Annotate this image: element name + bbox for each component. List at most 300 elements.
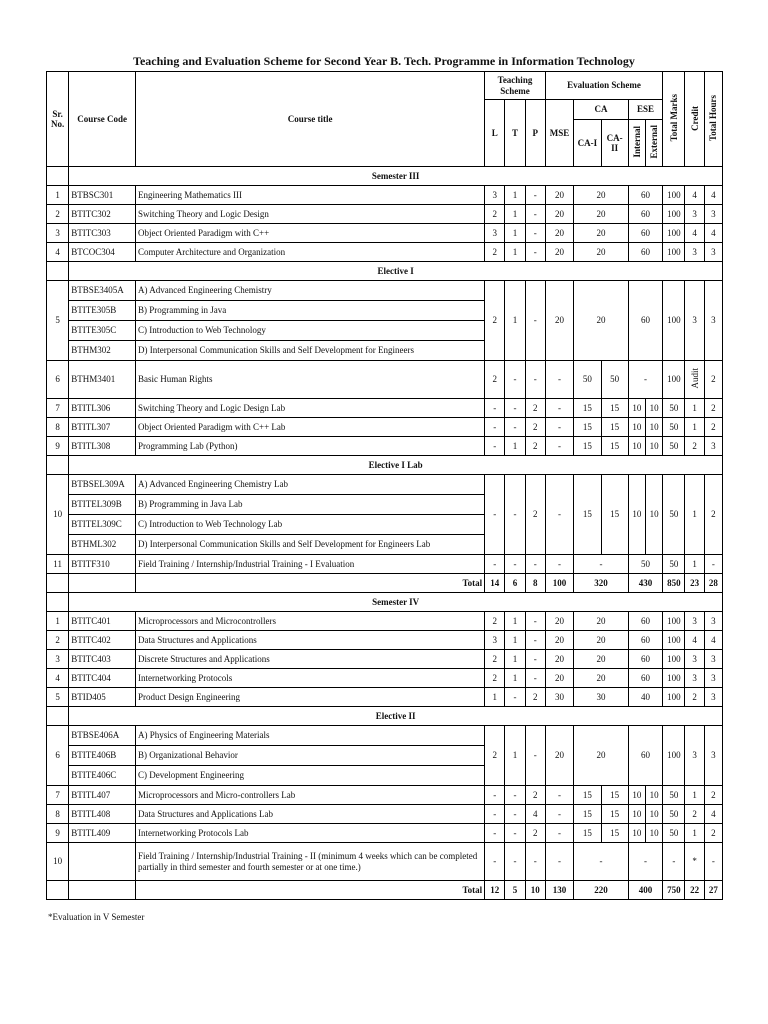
course-row [47,361,723,399]
total-hours-cell: 2 [704,475,722,555]
l-cell: 2 [485,726,505,786]
total-hours-cell: 2 [704,361,722,399]
credit-cell: 22 [685,881,704,900]
ca1-cell: 15 [574,399,601,418]
mse-cell: - [545,475,573,555]
sr-cell: 10 [47,475,69,555]
ca2-header: CA-II [601,120,628,167]
course-title-cell: D) Interpersonal Communication Skills and Self Development for Engineers [136,341,485,361]
ca-cell: - [574,843,629,881]
credit-cell: 2 [685,688,704,707]
ca-cell: 20 [574,612,629,631]
total-marks-cell: 50 [663,475,685,555]
course-title-cell: Object Oriented Paradigm with C++ [136,224,485,243]
l-cell: 3 [485,186,505,205]
course-title-cell: Internetworking Protocols Lab [136,824,485,843]
credit-cell: 23 [685,574,704,593]
total-marks-cell: 100 [663,650,685,669]
l-cell: 2 [485,361,505,399]
mse-cell: 20 [545,726,573,786]
ca1-cell: 15 [574,786,601,805]
t-cell: 1 [505,243,525,262]
semester-label: Semester IV [69,593,723,612]
total-hours-cell: 3 [704,650,722,669]
course-row [47,555,723,574]
t-cell: 6 [505,574,525,593]
sr-cell: 4 [47,669,69,688]
blank-cell [47,574,69,593]
l-cell: 2 [485,281,505,361]
course-code-cell: BTHML302 [69,535,136,555]
course-code-cell: BTBSC301 [69,186,136,205]
ca1-cell: 15 [574,824,601,843]
blank-cell [69,881,136,900]
l-cell: - [485,555,505,574]
total-marks-cell: 850 [663,574,685,593]
course-code-cell: BTITL307 [69,418,136,437]
t-cell: - [505,418,525,437]
ca-cell: 220 [574,881,629,900]
total-hours-cell: 27 [704,881,722,900]
p-cell: - [525,650,545,669]
course-title-cell: Microprocessors and Micro-controllers Lab [136,786,485,805]
credit-cell: 3 [685,726,704,786]
course-row [47,650,723,669]
ca2-cell: 15 [601,824,628,843]
course-title-cell: A) Physics of Engineering Materials [136,726,485,746]
course-code-cell: BTITL409 [69,824,136,843]
credit-cell: 3 [685,612,704,631]
course-title-cell: Switching Theory and Logic Design [136,205,485,224]
blank-cell [47,456,69,475]
credit-cell: 1 [685,555,704,574]
total-marks-cell: 50 [663,418,685,437]
mse-cell: - [545,786,573,805]
total-row [47,574,723,593]
p-cell: - [525,631,545,650]
mse-cell: - [545,824,573,843]
ca-cell: 320 [574,574,629,593]
l-cell: 2 [485,669,505,688]
total-marks-cell: 100 [663,224,685,243]
elective-label: Elective I Lab [69,456,723,475]
t-cell: 1 [505,205,525,224]
ese-cell: 60 [628,631,662,650]
p-cell: - [525,843,545,881]
external-cell: 10 [646,437,663,456]
mse-cell: - [545,843,573,881]
course-code-cell: BTBSEL309A [69,475,136,495]
total-hours-cell: - [704,555,722,574]
t-cell: 1 [505,281,525,361]
l-cell: - [485,805,505,824]
course-code-cell: BTITE406C [69,766,136,786]
credit-cell: 1 [685,399,704,418]
sr-cell: 3 [47,650,69,669]
elective-header-row [47,262,723,281]
total-row [47,881,723,900]
external-cell: 10 [646,805,663,824]
ese-header: ESE [628,100,662,120]
l-cell: 14 [485,574,505,593]
t-cell: - [505,843,525,881]
mse-cell: 20 [545,612,573,631]
course-code-cell: BTCOC304 [69,243,136,262]
t-cell: 1 [505,650,525,669]
total-hours-cell: 3 [704,281,722,361]
ca2-cell: 15 [601,786,628,805]
l-cell: - [485,437,505,456]
t-cell: - [505,824,525,843]
l-header: L [485,100,505,167]
t-cell: - [505,399,525,418]
ese-cell: 60 [628,612,662,631]
t-cell: - [505,361,525,399]
total-marks-cell: 100 [663,612,685,631]
t-cell: 1 [505,631,525,650]
mse-cell: 30 [545,688,573,707]
course-title-cell: Object Oriented Paradigm with C++ Lab [136,418,485,437]
credit-cell: 3 [685,669,704,688]
mse-cell: 20 [545,205,573,224]
course-title-cell: B) Programming in Java [136,301,485,321]
course-code-cell: BTITL306 [69,399,136,418]
total-label: Total [136,881,485,900]
course-row [47,437,723,456]
p-cell: 2 [525,786,545,805]
course-title-cell: Switching Theory and Logic Design Lab [136,399,485,418]
course-code-cell: BTHM3401 [69,361,136,399]
mse-cell: 130 [545,881,573,900]
l-cell: 2 [485,243,505,262]
ca-cell: 20 [574,186,629,205]
total-marks-cell: 100 [663,726,685,786]
ese-cell: 60 [628,650,662,669]
t-cell: - [505,688,525,707]
ca-cell: 20 [574,205,629,224]
total-marks-cell: 100 [663,361,685,399]
semester-header-row [47,593,723,612]
ca-cell: 20 [574,726,629,786]
total-hours-cell: 3 [704,669,722,688]
ca-cell: 30 [574,688,629,707]
course-title-cell: A) Advanced Engineering Chemistry Lab [136,475,485,495]
p-cell: - [525,205,545,224]
total-marks-cell: 100 [663,243,685,262]
mse-header: MSE [545,100,573,167]
course-row [47,224,723,243]
l-cell: - [485,786,505,805]
l-cell: 12 [485,881,505,900]
elective-option-row [47,475,723,495]
course-title-cell: Internetworking Protocols [136,669,485,688]
total-hours-cell: 4 [704,224,722,243]
course-code-cell: BTID405 [69,688,136,707]
t-cell: - [505,786,525,805]
sr-cell: 2 [47,631,69,650]
total-hours-cell: 3 [704,688,722,707]
l-cell: - [485,399,505,418]
sr-cell: 5 [47,281,69,361]
credit-cell: 4 [685,224,704,243]
sr-cell: 9 [47,824,69,843]
p-cell: - [525,224,545,243]
sr-cell: 9 [47,437,69,456]
internal-cell: 10 [628,437,645,456]
course-title-cell: Data Structures and Applications [136,631,485,650]
p-cell: 2 [525,437,545,456]
sr-cell: 10 [47,843,69,881]
blank-cell [47,167,69,186]
l-cell: - [485,475,505,555]
external-cell: 10 [646,786,663,805]
internal-header: Internal [628,120,645,167]
credit-cell: 1 [685,786,704,805]
course-row [47,243,723,262]
course-row [47,669,723,688]
ese-cell: 430 [628,574,662,593]
course-code-cell: BTITC402 [69,631,136,650]
sr-cell: 3 [47,224,69,243]
total-marks-cell: 100 [663,688,685,707]
l-cell: 2 [485,205,505,224]
mse-cell: 20 [545,243,573,262]
course-row [47,205,723,224]
ca-cell: 20 [574,224,629,243]
total-hours-cell: 3 [704,612,722,631]
ca1-header: CA-I [574,120,601,167]
ca2-cell: 15 [601,418,628,437]
p-cell: - [525,361,545,399]
p-cell: - [525,726,545,786]
credit-cell: 3 [685,650,704,669]
total-marks-header: Total Marks [663,72,685,167]
ese-cell: 400 [628,881,662,900]
ese-cell: 60 [628,186,662,205]
blank-cell [69,574,136,593]
course-code-cell: BTITC404 [69,669,136,688]
total-marks-cell: - [663,843,685,881]
mse-cell: - [545,361,573,399]
total-hours-cell: 2 [704,786,722,805]
ca2-cell: 15 [601,437,628,456]
course-code-cell: BTITE406B [69,746,136,766]
ca-header: CA [574,100,629,120]
external-cell: 10 [646,418,663,437]
course-row [47,824,723,843]
total-hours-cell: 2 [704,418,722,437]
sr-cell: 7 [47,399,69,418]
mse-cell: 20 [545,631,573,650]
course-code-cell: BTITL407 [69,786,136,805]
internal-cell: 10 [628,786,645,805]
total-hours-cell: 3 [704,437,722,456]
mse-cell: - [545,418,573,437]
ese-cell: 60 [628,281,662,361]
ca-cell: - [574,555,629,574]
course-title-cell: Data Structures and Applications Lab [136,805,485,824]
total-hours-cell: 2 [704,399,722,418]
ese-cell: 60 [628,726,662,786]
p-cell: 8 [525,574,545,593]
total-marks-cell: 100 [663,281,685,361]
t-cell: 5 [505,881,525,900]
course-title-cell: Field Training / Internship/Industrial Training - I Evaluation [136,555,485,574]
credit-cell: 2 [685,437,704,456]
course-code-cell: BTBSE406A [69,726,136,746]
sr-header: Sr. No. [47,72,69,167]
ese-cell: - [628,361,662,399]
blank-cell [47,593,69,612]
course-code-cell: BTITC302 [69,205,136,224]
total-hours-cell: 4 [704,631,722,650]
l-cell: - [485,824,505,843]
evaluation-scheme-header: Evaluation Scheme [545,72,662,100]
ca1-cell: 15 [574,437,601,456]
t-cell: 1 [505,224,525,243]
course-row [47,786,723,805]
p-cell: 10 [525,881,545,900]
l-cell: 3 [485,631,505,650]
mse-cell: - [545,437,573,456]
mse-cell: 20 [545,650,573,669]
semester-header-row [47,167,723,186]
p-cell: 2 [525,418,545,437]
internal-cell: 10 [628,824,645,843]
elective-label: Elective I [69,262,723,281]
blank-cell [47,707,69,726]
total-marks-cell: 100 [663,205,685,224]
sr-cell: 1 [47,186,69,205]
credit-cell: 4 [685,186,704,205]
t-cell: 1 [505,612,525,631]
sr-cell: 7 [47,786,69,805]
course-title-cell: Programming Lab (Python) [136,437,485,456]
mse-cell: 20 [545,224,573,243]
ca-cell: 20 [574,669,629,688]
course-title-cell: Basic Human Rights [136,361,485,399]
total-hours-cell: 4 [704,805,722,824]
p-cell: - [525,281,545,361]
course-title-header: Course title [136,72,485,167]
credit-cell: 3 [685,243,704,262]
total-marks-cell: 750 [663,881,685,900]
course-code-cell: BTITC401 [69,612,136,631]
total-label: Total [136,574,485,593]
t-cell: 1 [505,186,525,205]
internal-cell: 10 [628,399,645,418]
t-cell: - [505,475,525,555]
course-title-cell: C) Introduction to Web Technology [136,321,485,341]
elective-header-row [47,456,723,475]
ese-cell: 60 [628,669,662,688]
course-code-cell: BTITC403 [69,650,136,669]
course-code-cell: BTITF310 [69,555,136,574]
t-cell: - [505,555,525,574]
course-title-cell: B) Organizational Behavior [136,746,485,766]
course-code-cell: BTHM302 [69,341,136,361]
credit-cell: 4 [685,631,704,650]
t-header: T [505,100,525,167]
course-code-cell: BTITEL309C [69,515,136,535]
course-title-cell: Microprocessors and Microcontrollers [136,612,485,631]
p-cell: 2 [525,399,545,418]
total-hours-cell: 3 [704,243,722,262]
course-row [47,688,723,707]
total-marks-cell: 50 [663,399,685,418]
l-cell: 1 [485,688,505,707]
blank-cell [47,881,69,900]
ca2-cell: 15 [601,399,628,418]
external-cell: 10 [646,824,663,843]
total-marks-cell: 50 [663,805,685,824]
sr-cell: 6 [47,361,69,399]
credit-cell: 3 [685,205,704,224]
course-title-cell: D) Interpersonal Communication Skills and Self Development for Engineers Lab [136,535,485,555]
l-cell: - [485,418,505,437]
course-title-cell: Discrete Structures and Applications [136,650,485,669]
ca1-cell: 50 [574,361,601,399]
total-hours-cell: 3 [704,726,722,786]
total-marks-cell: 50 [663,824,685,843]
total-marks-cell: 100 [663,669,685,688]
credit-cell [685,361,704,399]
ca2-cell: 50 [601,361,628,399]
sr-cell: 6 [47,726,69,786]
course-code-cell: BTITL308 [69,437,136,456]
t-cell: 1 [505,726,525,786]
sr-cell: 2 [47,205,69,224]
ca2-cell: 15 [601,805,628,824]
p-cell: 2 [525,824,545,843]
sr-cell: 5 [47,688,69,707]
mse-cell: 100 [545,574,573,593]
internal-cell: 10 [628,475,645,555]
total-hours-header: Total Hours [704,72,722,167]
ese-cell: 40 [628,688,662,707]
ca1-cell: 15 [574,475,601,555]
semester-label: Semester III [69,167,723,186]
elective-label: Elective II [69,707,723,726]
credit-cell: 3 [685,281,704,361]
t-cell: 1 [505,437,525,456]
mse-cell: 20 [545,669,573,688]
course-row [47,631,723,650]
total-marks-cell: 50 [663,555,685,574]
t-cell: 1 [505,669,525,688]
total-marks-cell: 100 [663,631,685,650]
external-cell: 10 [646,475,663,555]
course-code-cell: BTITE305B [69,301,136,321]
p-header: P [525,100,545,167]
course-code-cell: BTITL408 [69,805,136,824]
credit-header: Credit [685,72,704,167]
course-title-cell: C) Introduction to Web Technology Lab [136,515,485,535]
ese-cell: 50 [628,555,662,574]
ca-cell: 20 [574,650,629,669]
mse-cell: - [545,805,573,824]
p-cell: 2 [525,688,545,707]
internal-cell: 10 [628,805,645,824]
credit-cell: 1 [685,418,704,437]
total-marks-cell: 50 [663,437,685,456]
course-code-cell: BTBSE3405A [69,281,136,301]
ese-cell: 60 [628,243,662,262]
p-cell: 4 [525,805,545,824]
course-row [47,805,723,824]
sr-cell: 8 [47,805,69,824]
credit-cell: * [685,843,704,881]
